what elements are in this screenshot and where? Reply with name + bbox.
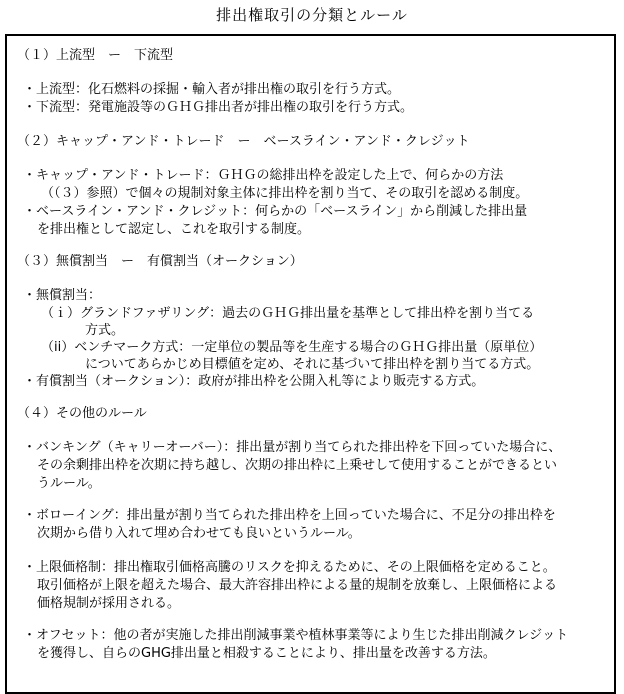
list-item: ・ベースライン・アンド・クレジット：何らかの「ベースライン」から削減した排出量: [23, 204, 528, 219]
section-heading: （４）その他のルール: [17, 406, 147, 421]
list-item: ・無償割当：: [23, 288, 102, 303]
list-item: ・キャップ・アンド・トレード：ＧＨＧの総排出枠を設定した上で、何らかの方法: [23, 168, 504, 183]
section-heading: （３）無償割当 ー 有償割当（オークション）: [17, 254, 303, 269]
list-item: ・下流型：発電施設等のＧＨＧ排出者が排出権の取引を行う方式。: [23, 100, 414, 115]
list-item-continuation: 次期から借り入れて埋め合わせても良いというルール。: [37, 526, 361, 541]
list-item-continuation: その余剰排出枠を次期に持ち越し、次期の排出枠に上乗せして使用することができるとい: [37, 458, 558, 473]
list-item: ・上流型：化石燃料の採掘・輸入者が排出権の取引を行う方式。: [23, 82, 401, 97]
list-item-continuation: 価格規制が採用される。: [37, 596, 181, 611]
sub-item: （ii）ベンチマーク方式：一定単位の製品等を生産する場合のＧＨＧ排出量（原単位）: [41, 340, 543, 355]
content-box: [5, 34, 616, 694]
list-item-continuation: うルール。: [37, 476, 101, 491]
sub-item: （ｉ）グランドファザリング：過去のＧＨＧ排出量を基準として排出枠を割り当てる: [41, 306, 535, 321]
list-item: ・ボローイング：排出量が割り当てられた排出枠を上回っていた場合に、不足分の排出枠を: [23, 508, 556, 523]
list-item: ・オフセット：他の者が実施した排出削減事業や植林事業等により生じた排出削減クレジット: [23, 628, 569, 643]
sub-item-continuation: についてあらかじめ目標値を定め、それに基づいて排出枠を割り当てる方式。: [85, 357, 540, 372]
list-item-continuation: を獲得し、自らのGHG排出量と相殺することにより、排出量を改善する方法。: [37, 646, 496, 661]
list-item-continuation: 取引価格が上限を超えた場合、最大許容排出枠による量的規制を放棄し、上限価格による: [37, 578, 558, 593]
list-item: ・有償割当（オークション）：政府が排出枠を公開入札等により販売する方式。: [23, 374, 485, 389]
sub-item-continuation: 方式。: [85, 323, 125, 338]
list-item: ・上限価格制：排出権取引価格高騰のリスクを抑えるために、その上限価格を定めること。: [23, 560, 556, 575]
list-item-continuation: を排出権として認定し、これを取引する制度。: [37, 222, 311, 237]
section-heading: （１）上流型 ー 下流型: [17, 48, 174, 63]
page-title: 排出権取引の分類とルール: [216, 6, 408, 24]
list-item: ・バンキング（キャリーオーバー）：排出量が割り当てられた排出枠を下回っていた場合に、: [23, 440, 562, 455]
list-item-continuation: （（３）参照）で個々の規制対象主体に排出枠を割り当て、その取引を認める制度。: [41, 186, 529, 201]
section-heading: （２）キャップ・アンド・トレード ー ベースライン・アンド・クレジット: [17, 134, 470, 149]
